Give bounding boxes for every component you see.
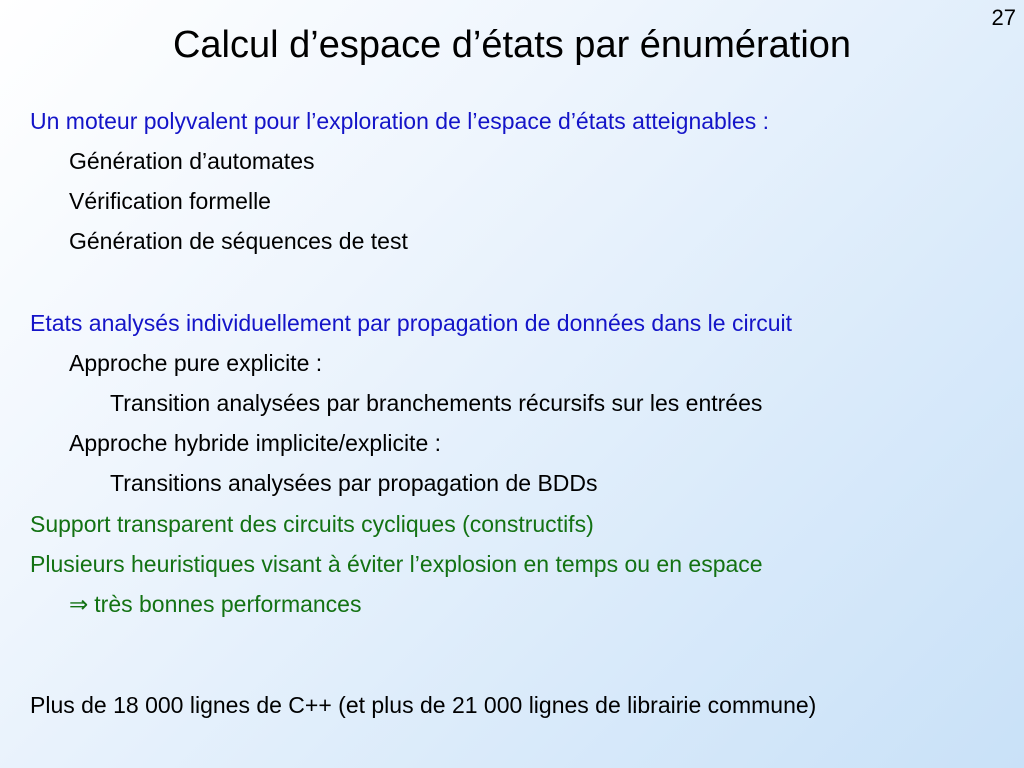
heuristics-line: Plusieurs heuristiques visant à éviter l’explosion en temps ou en espace	[30, 551, 763, 577]
implies-arrow-icon: ⇒	[69, 591, 89, 617]
engine-item-test-sequences: Génération de séquences de test	[69, 228, 408, 254]
hybrid-approach-detail: Transitions analysées par propagation de BDDs	[110, 470, 598, 496]
analysis-heading: Etats analysés individuellement par propagation de données dans le circuit	[30, 310, 793, 336]
code-size-note: Plus de 18 000 lignes de C++ (et plus de 21 000 lignes de librairie commune)	[30, 692, 817, 718]
slide-title: Calcul d’espace d’états par énumération	[172, 24, 852, 66]
performance-text: très bonnes performances	[94, 591, 362, 617]
explicit-approach-detail: Transition analysées par branchements récursifs sur les entrées	[110, 390, 763, 416]
engine-item-automata: Génération d’automates	[69, 148, 315, 174]
slide-number: 27	[991, 5, 1016, 30]
engine-item-verification: Vérification formelle	[69, 188, 271, 214]
cyclic-support-line: Support transparent des circuits cycliques (constructifs)	[30, 511, 594, 537]
explicit-approach-label: Approche pure explicite :	[69, 350, 323, 376]
performance-line	[69, 590, 361, 618]
hybrid-approach-label: Approche hybride implicite/explicite :	[69, 430, 442, 456]
engine-heading: Un moteur polyvalent pour l’exploration de l’espace d’états atteignables :	[30, 108, 769, 134]
